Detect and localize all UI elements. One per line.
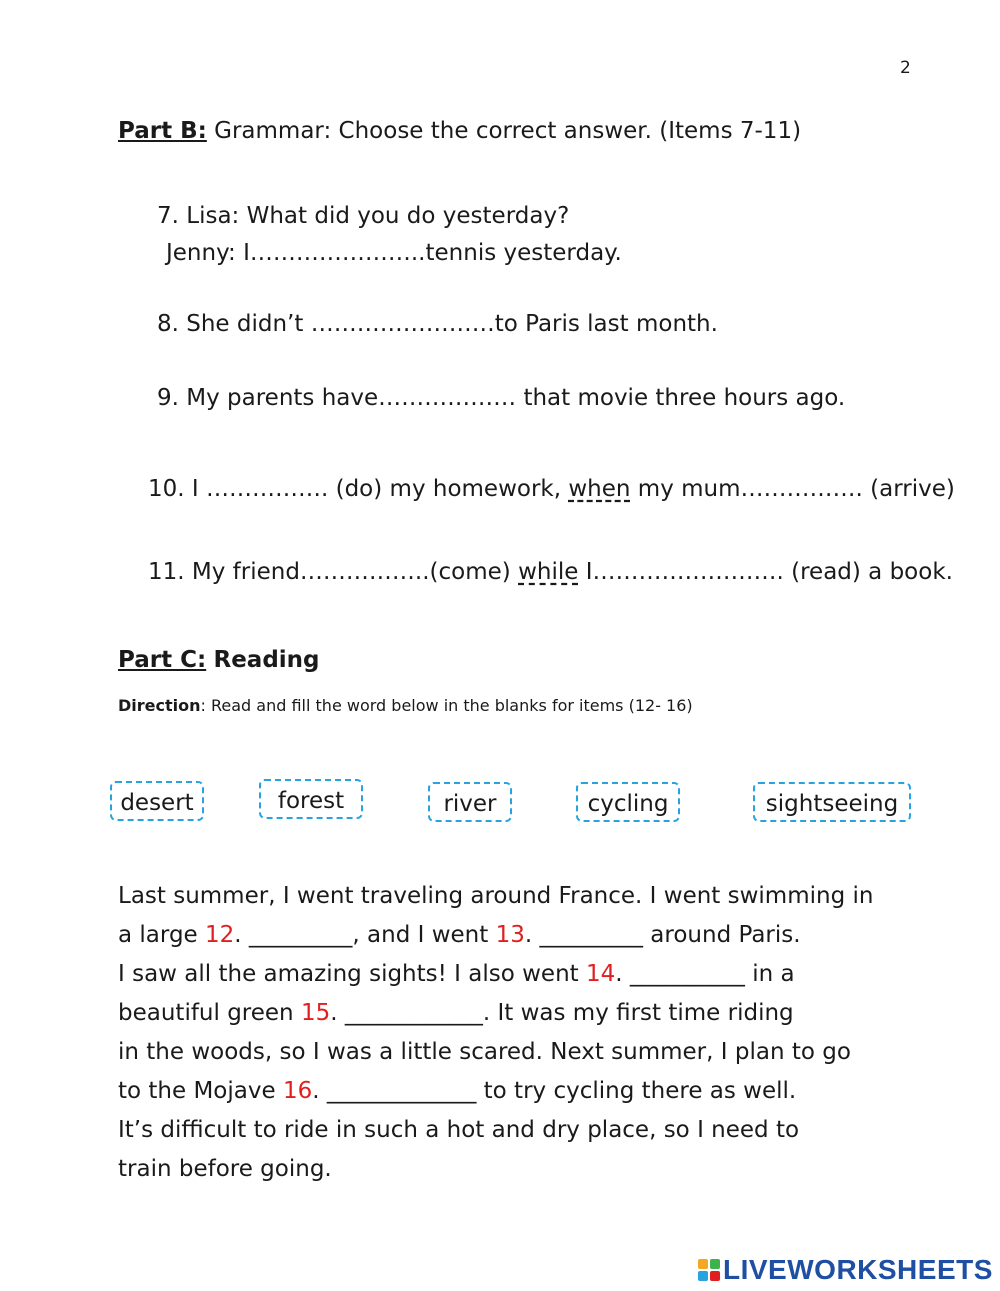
part-c-title: Reading: [213, 647, 320, 673]
passage-text: beautiful green: [118, 1000, 301, 1026]
blank-13[interactable]: . _________ around Paris.: [524, 922, 801, 948]
question-7-line1: 7. Lisa: What did you do yesterday?: [157, 203, 570, 229]
question-7-line2: Jenny: I…………………..tennis yesterday.: [166, 240, 622, 266]
word-bank-cycling: cycling: [576, 782, 680, 822]
passage-line: [118, 994, 938, 1033]
item-number-15: 15: [300, 1000, 331, 1026]
passage-text: I saw all the amazing sights! I also went: [118, 961, 586, 987]
part-b-label: Part B:: [118, 118, 207, 144]
question-10-post: my mum……………. (arrive): [630, 476, 955, 502]
item-number-16: 16: [282, 1078, 313, 1104]
question-11: [148, 559, 953, 585]
logo-mark-icon: [698, 1259, 720, 1281]
direction-text: : Read and fill the word below in the blanks for items (12- 16): [200, 696, 693, 715]
logo-text: LIVEWORKSHEETS: [723, 1254, 993, 1285]
question-10-conjunction: when: [568, 476, 631, 502]
question-9: 9. My parents have……………… that movie three hours ago.: [157, 385, 846, 411]
word-bank-river: river: [428, 782, 512, 822]
word-bank-desert: desert: [110, 781, 204, 821]
reading-passage: [118, 877, 938, 1189]
part-c-label: Part C:: [118, 647, 207, 673]
passage-line: train before going.: [118, 1156, 332, 1182]
blank-14[interactable]: . __________ in a: [615, 961, 795, 987]
passage-line: in the woods, so I was a little scared. Next summer, I plan to go: [118, 1039, 851, 1065]
blank-15[interactable]: . ____________. It was my first time riding: [330, 1000, 794, 1026]
question-11-pre: 11. My friend……………..(come): [148, 559, 519, 585]
blank-16[interactable]: . _____________ to try cycling there as well.: [312, 1078, 797, 1104]
question-11-post: I……………………. (read) a book.: [578, 559, 953, 585]
liveworksheets-logo[interactable]: [698, 1254, 993, 1286]
question-10: [148, 476, 955, 502]
item-number-13: 13: [495, 922, 525, 948]
word-bank-sightseeing: sightseeing: [753, 782, 911, 822]
item-number-14: 14: [585, 961, 616, 987]
part-b-instruction: Grammar: Choose the correct answer. (Items 7-11): [214, 118, 802, 144]
word-bank-forest: forest: [259, 779, 363, 819]
passage-text: to the Mojave: [118, 1078, 283, 1104]
question-10-pre: 10. I ……………. (do) my homework,: [148, 476, 569, 502]
part-b-heading: [118, 118, 801, 144]
part-c-heading: [118, 647, 320, 673]
direction: [118, 696, 693, 715]
blank-12[interactable]: . _________, and I went: [234, 922, 496, 948]
passage-line: Last summer, I went traveling around France. I went swimming in: [118, 883, 874, 909]
item-number-12: 12: [205, 922, 235, 948]
question-11-conjunction: while: [518, 559, 579, 585]
page-number: 2: [900, 58, 911, 78]
passage-line: It’s difficult to ride in such a hot and dry place, so I need to: [118, 1117, 800, 1143]
passage-line: [118, 916, 938, 955]
passage-line: [118, 955, 938, 994]
passage-line: [118, 1072, 938, 1111]
passage-text: a large: [118, 922, 206, 948]
direction-label: Direction: [118, 696, 201, 715]
question-8: 8. She didn’t ……………………to Paris last month.: [157, 311, 718, 337]
